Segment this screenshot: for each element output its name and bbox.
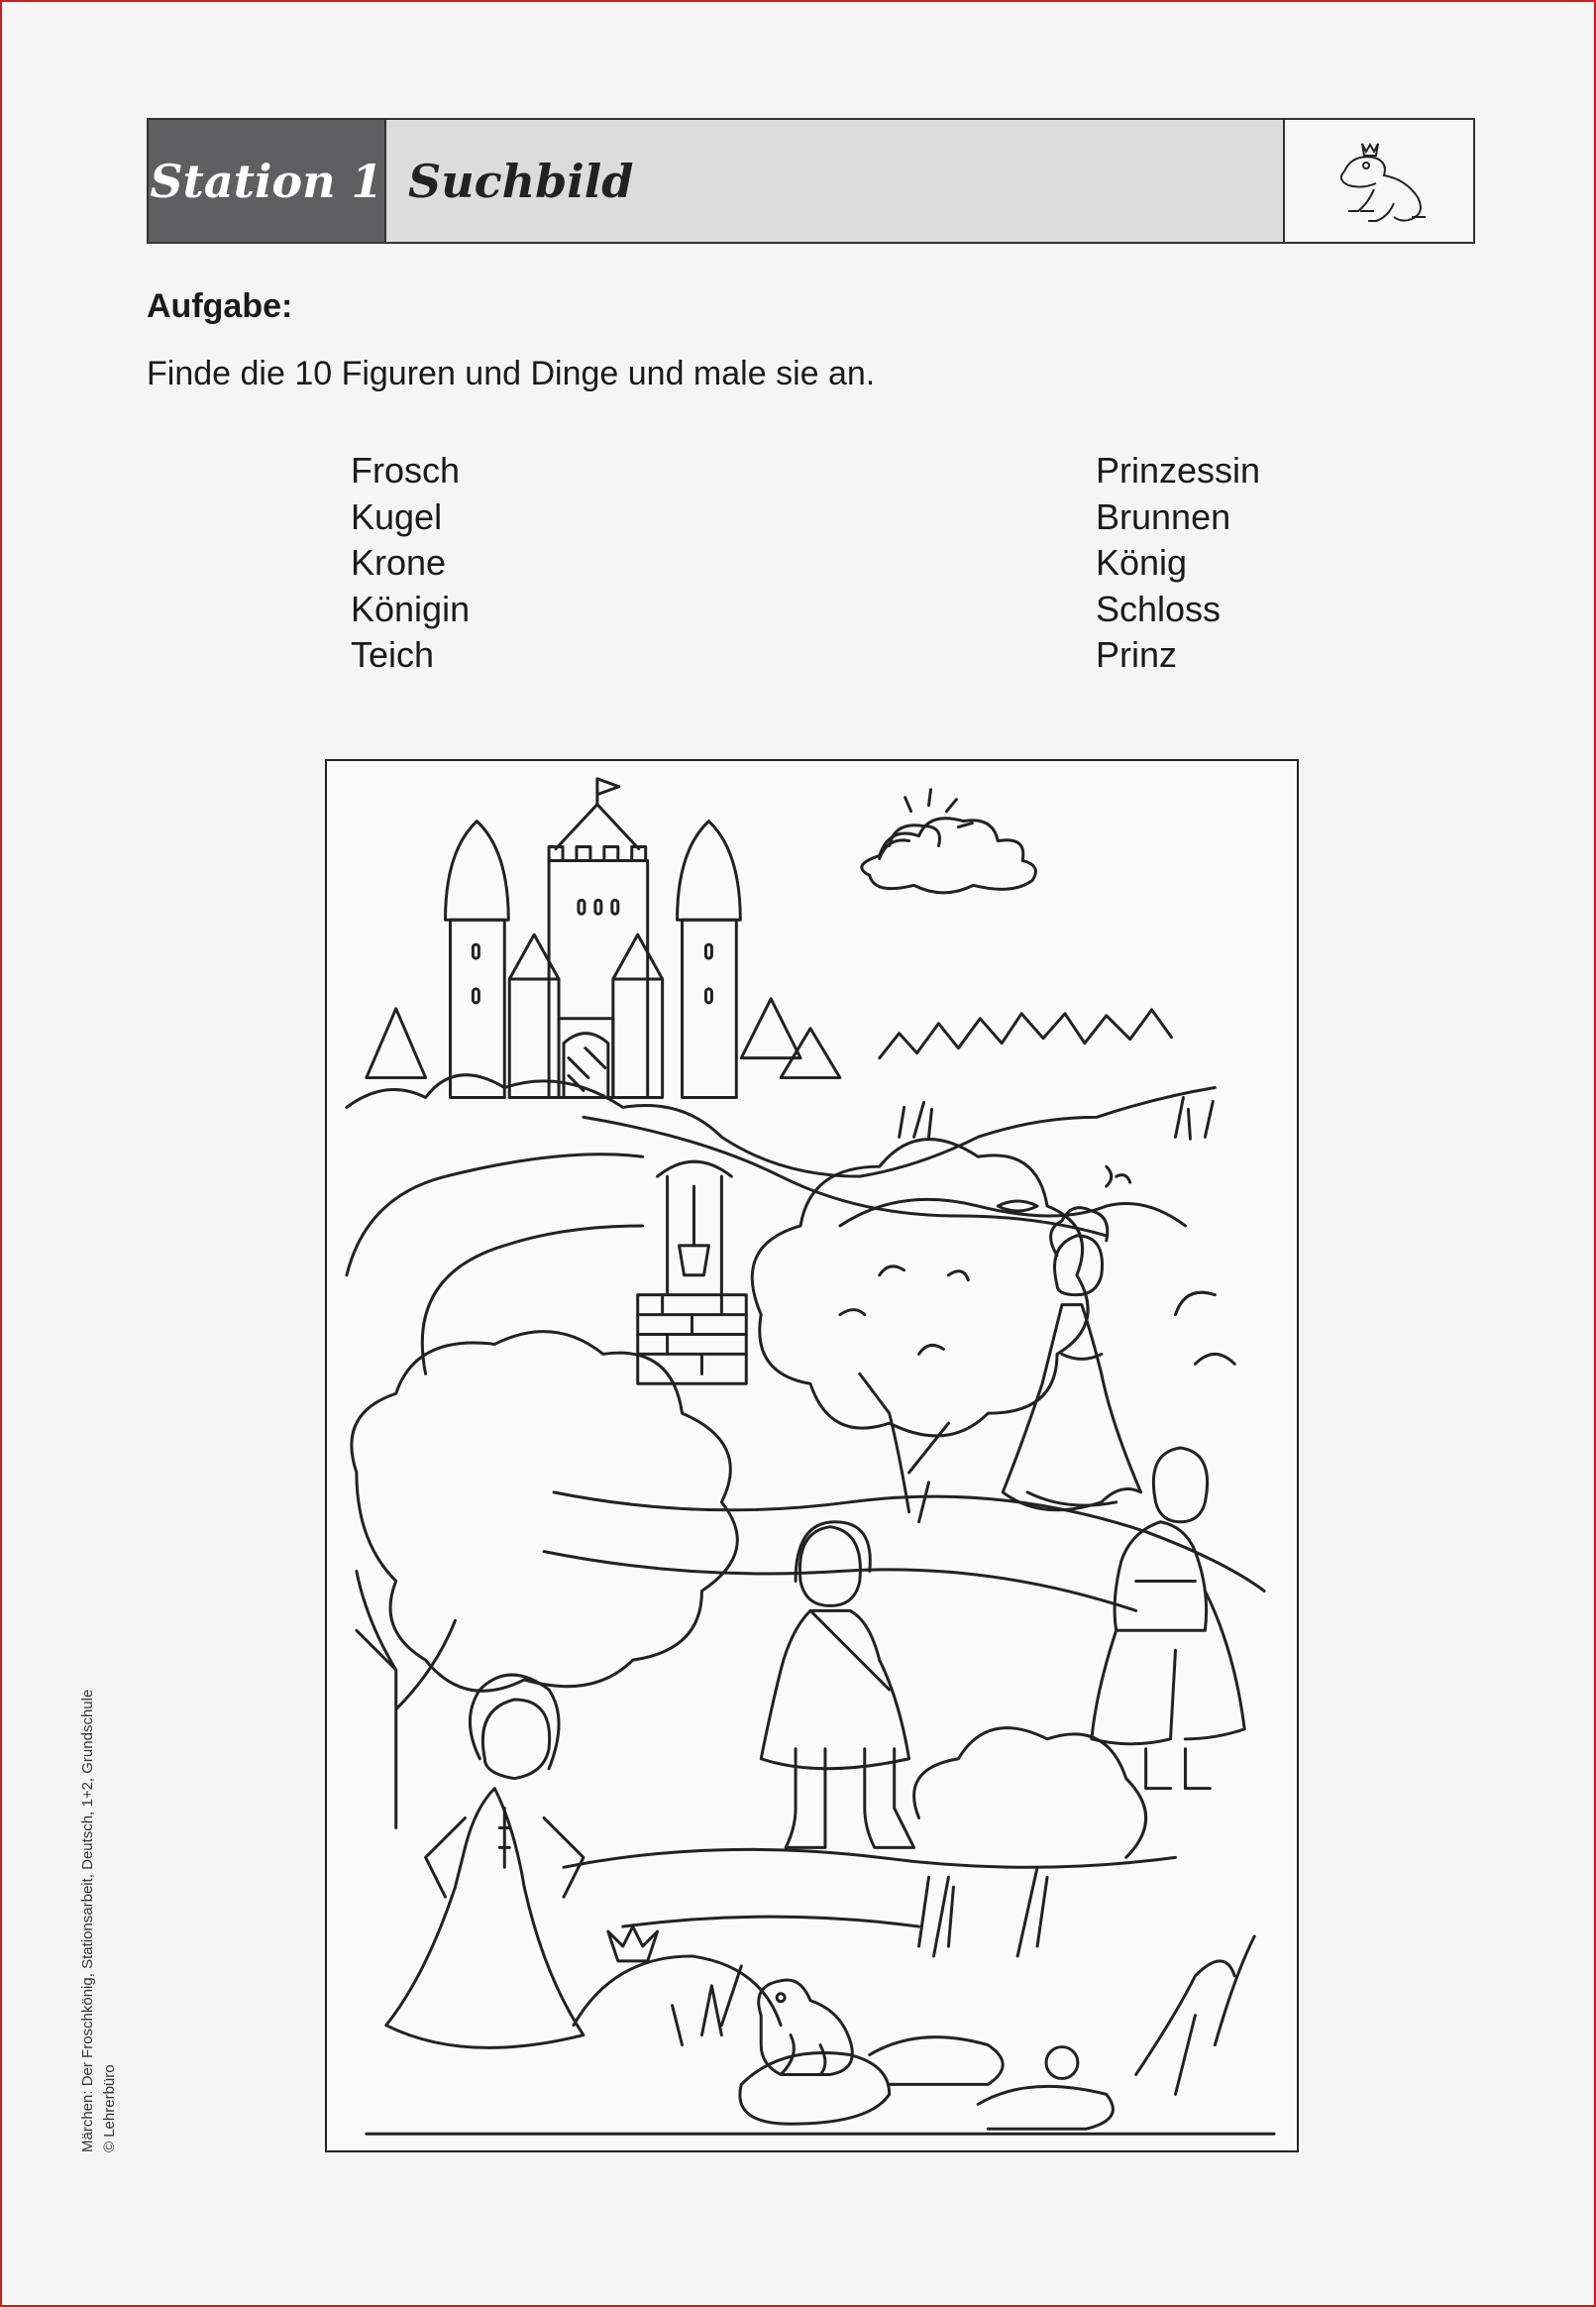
sun-cloud-icon xyxy=(862,790,1036,893)
word-item: Teich xyxy=(351,634,435,675)
copyright-line: © Lehrerbüro xyxy=(101,2064,118,2152)
search-picture xyxy=(325,759,1299,2152)
well-icon xyxy=(638,1161,747,1383)
word-item: Krone xyxy=(351,542,447,583)
word-item: Schloss xyxy=(1096,588,1222,629)
big-tree-icon xyxy=(352,1332,737,1828)
fairy-tale-search-picture xyxy=(327,761,1297,2150)
word-item: Prinz xyxy=(1096,634,1178,675)
word-item: Brunnen xyxy=(1096,495,1231,537)
pond-icon xyxy=(840,1097,1213,1225)
station-header xyxy=(147,118,1475,244)
frog-logo xyxy=(1285,120,1473,242)
frog-icon xyxy=(759,1980,853,2074)
castle-icon xyxy=(446,779,741,1098)
tree-icon xyxy=(752,1140,1088,1522)
king-icon xyxy=(1092,1448,1244,1789)
word-item: König xyxy=(1096,542,1188,583)
word-list-left xyxy=(351,448,470,679)
page-title: Suchbild xyxy=(386,120,1285,242)
crown-icon xyxy=(574,1926,781,2026)
queen-icon xyxy=(1003,1208,1140,1510)
task-instruction: Finde die 10 Figuren und Dinge und male sie an. xyxy=(147,355,876,392)
source-line: Märchen: Der Froschkönig, Stationsarbeit, Deutsch, 1+2, Grundschule xyxy=(79,1689,96,2152)
word-item: Frosch xyxy=(351,450,461,491)
station-label: Station 1 xyxy=(149,120,386,242)
princess-icon xyxy=(386,1675,584,2047)
task-label: Aufgabe: xyxy=(147,287,293,325)
word-item: Kugel xyxy=(351,495,443,537)
frog-with-crown-icon xyxy=(1325,132,1434,231)
word-item: Königin xyxy=(351,588,471,629)
copyright-note xyxy=(77,1690,121,2152)
word-item: Prinzessin xyxy=(1096,450,1261,491)
word-list-right xyxy=(1096,448,1260,679)
ball-icon xyxy=(1046,2047,1078,2079)
